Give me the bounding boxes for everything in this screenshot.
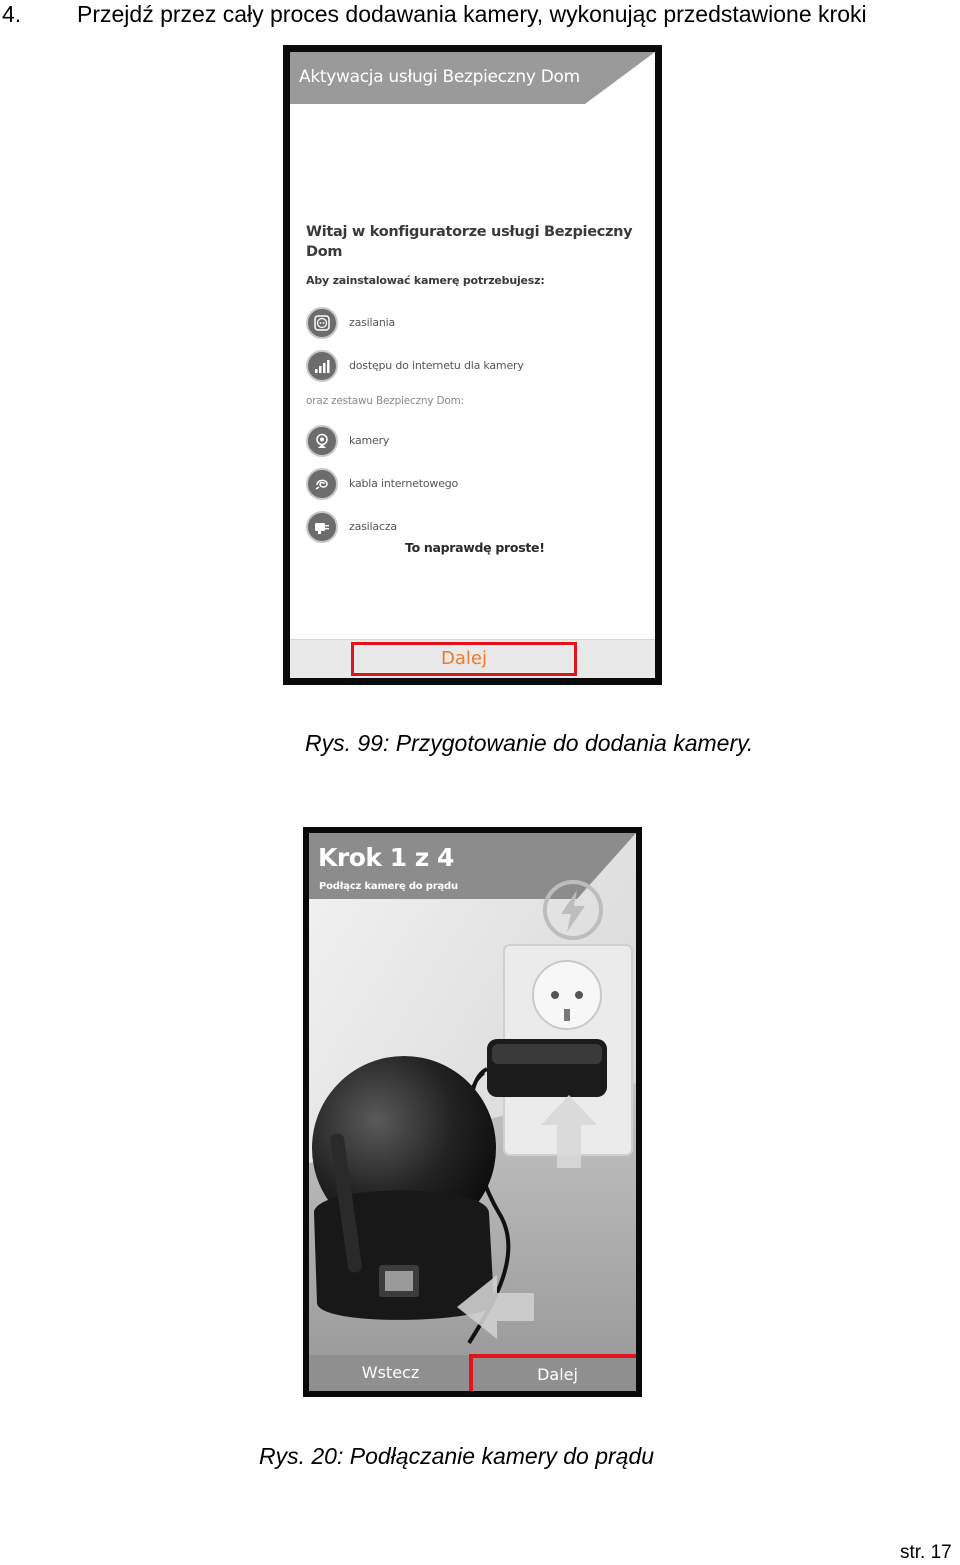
- kit-item-label: zasilacza: [349, 520, 397, 533]
- requirement-label: zasilania: [349, 316, 396, 329]
- signal-bars-icon: [306, 350, 338, 382]
- welcome-heading: Witaj w konfiguratorze usługi Bezpieczny Dom: [306, 224, 633, 260]
- phone-screen: [290, 52, 655, 678]
- requirement-item-internet: [306, 350, 636, 382]
- step-title: Krok 1 z 4: [318, 843, 454, 872]
- kit-item-label: kabla internetowego: [349, 477, 459, 490]
- next-button[interactable]: Dalej: [469, 1354, 636, 1391]
- lightning-bolt-icon: [541, 878, 605, 942]
- screen-header: [290, 52, 655, 104]
- power-socket-icon: [306, 307, 338, 339]
- easy-text: To naprawdę proste!: [405, 540, 545, 555]
- next-button[interactable]: Dalej: [351, 642, 577, 676]
- screen-footer: [290, 639, 655, 678]
- screen-header-title: Aktywacja usługi Bezpieczny Dom: [299, 67, 580, 87]
- screen-footer: [309, 1355, 636, 1391]
- back-button[interactable]: Wstecz: [361, 1363, 420, 1382]
- camera-icon: [306, 425, 338, 457]
- figure-caption-1: Rys. 99: Przygotowanie do dodania kamery.: [305, 730, 754, 756]
- kit-item-cable: [306, 468, 636, 500]
- figure-caption-2: Rys. 20: Podłączanie kamery do prądu: [259, 1443, 655, 1469]
- kit-item-adapter: [306, 511, 636, 543]
- step-number: 4.: [2, 1, 22, 27]
- page-number: str. 17: [900, 1542, 952, 1563]
- requirement-label: dostępu do internetu dla kamery: [349, 359, 524, 372]
- requirements-label: Aby zainstalować kamerę potrzebujesz:: [306, 274, 545, 287]
- kit-item-label: kamery: [349, 434, 390, 447]
- phone-screenshot-setup-intro: [283, 45, 662, 685]
- requirement-item-power: [306, 307, 636, 339]
- phone-screen: [309, 833, 636, 1391]
- kit-item-camera: [306, 425, 636, 457]
- power-adapter-icon: [306, 511, 338, 543]
- phone-screenshot-step-1: [303, 827, 642, 1397]
- cable-icon: [306, 468, 338, 500]
- kit-label: oraz zestawu Bezpieczny Dom:: [306, 395, 464, 407]
- step-heading: [0, 0, 960, 32]
- step-text: Przejdź przez cały proces dodawania kamery, wykonując przedstawione kroki: [77, 1, 867, 27]
- step-subtitle: Podłącz kamerę do prądu: [319, 881, 458, 892]
